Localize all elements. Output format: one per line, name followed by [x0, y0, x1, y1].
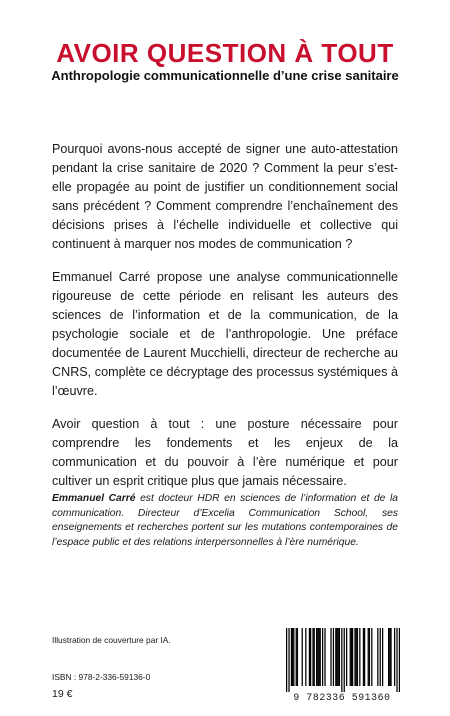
- author-bio-text: est docteur HDR en sciences de l’information et de la communication. Directeur d’Excelia Communication School, ses enseignements et recherches portent sur les mutations contemporaines de l’espace public et des relations interpersonnelles à l’ère numérique.: [52, 493, 398, 548]
- barcode-bar: [356, 628, 357, 686]
- barcode-bar: [305, 628, 306, 686]
- cover-credit: Illustration de couverture par IA.: [52, 635, 171, 645]
- barcode-bar: [333, 628, 334, 686]
- barcode-bar: [390, 628, 391, 686]
- book-title: AVOIR QUESTION À TOUT: [56, 38, 394, 68]
- barcode-bar: [318, 628, 319, 686]
- barcode-bar: [309, 628, 310, 686]
- barcode-bar: [296, 628, 297, 686]
- barcode-bar: [297, 628, 298, 686]
- barcode-bar: [293, 628, 294, 686]
- price: 19 €: [52, 688, 73, 700]
- author-name: Emmanuel Carré: [52, 493, 136, 504]
- barcode-bar: [350, 628, 351, 686]
- barcode-bar: [371, 628, 372, 686]
- barcode-bar: [339, 628, 340, 686]
- barcode-bar: [322, 628, 323, 686]
- barcode-bar: [288, 628, 289, 692]
- barcode-bar: [396, 628, 397, 692]
- summary-paragraph: Emmanuel Carré propose une analyse communicationnelle rigoureuse de cette période en relisant les auteurs des sciences de l’information et de la communication, de la psychologie sociale et de l’anthropologie. Une préface documentée de Laurent Mucchielli, directeur de recherche au CNRS, complète ce décryptage des processus systémiques à l’œuvre.: [52, 270, 398, 398]
- barcode-bar: [382, 628, 383, 686]
- barcode-bar: [352, 628, 353, 686]
- summary-paragraph: Pourquoi avons-nous accepté de signer une auto-attestation pendant la crise sanitaire de 2020 ? Comment la peur s’est-elle propagée au point de justifier un conditionnement social sans précédent ? Comment comprendre l’enchaînement des décisions prises à l’échelle individuelle et collective qui continuent à marquer nos modes de communication ?: [52, 142, 398, 251]
- barcode-digits: 9 782336 591360: [293, 692, 391, 703]
- barcode-bar: [359, 628, 360, 686]
- barcode-bar: [292, 628, 293, 686]
- barcode-bar: [291, 628, 292, 686]
- barcode-bar: [324, 628, 325, 686]
- barcode-bar: [399, 628, 400, 692]
- barcode-bar: [380, 628, 381, 686]
- barcode-bar: [341, 628, 342, 692]
- barcode-bars: [286, 628, 400, 692]
- barcode-bar: [312, 628, 313, 686]
- barcode-bar: [377, 628, 378, 686]
- barcode-bar: [368, 628, 369, 686]
- barcode-bar: [314, 628, 315, 686]
- summary-paragraph: Avoir question à tout : une posture nécessaire pour comprendre les fondements et les enjeux de la communication et du pouvoir à l’ère numérique et pour cultiver un esprit critique plus que jamais nécessaire.: [52, 417, 398, 488]
- barcode-bar: [388, 628, 389, 686]
- barcode-bar: [389, 628, 390, 686]
- barcode-bar: [316, 628, 317, 686]
- barcode-bar: [363, 628, 364, 686]
- barcode-bar: [351, 628, 352, 686]
- barcode-bar: [357, 628, 358, 686]
- barcode-bar: [354, 628, 355, 686]
- barcode-bar: [310, 628, 311, 686]
- book-summary: [52, 140, 398, 505]
- barcode-bar: [344, 628, 345, 692]
- isbn: ISBN : 978-2-336-59136-0: [52, 672, 151, 682]
- barcode-bar: [338, 628, 339, 686]
- barcode-bar: [346, 628, 347, 686]
- barcode-bar: [335, 628, 336, 686]
- barcode-bar: [394, 628, 395, 686]
- barcode-bar: [320, 628, 321, 686]
- barcode-bar: [317, 628, 318, 686]
- author-bio: [52, 492, 398, 550]
- barcode-bar: [364, 628, 365, 686]
- barcode-bar: [286, 628, 287, 692]
- barcode-bar: [336, 628, 337, 686]
- barcode-bar: [369, 628, 370, 686]
- book-subtitle: Anthropologie communicationnelle d’une crise sanitaire: [51, 68, 399, 83]
- barcode-bar: [330, 628, 331, 686]
- barcode-bar: [302, 628, 303, 686]
